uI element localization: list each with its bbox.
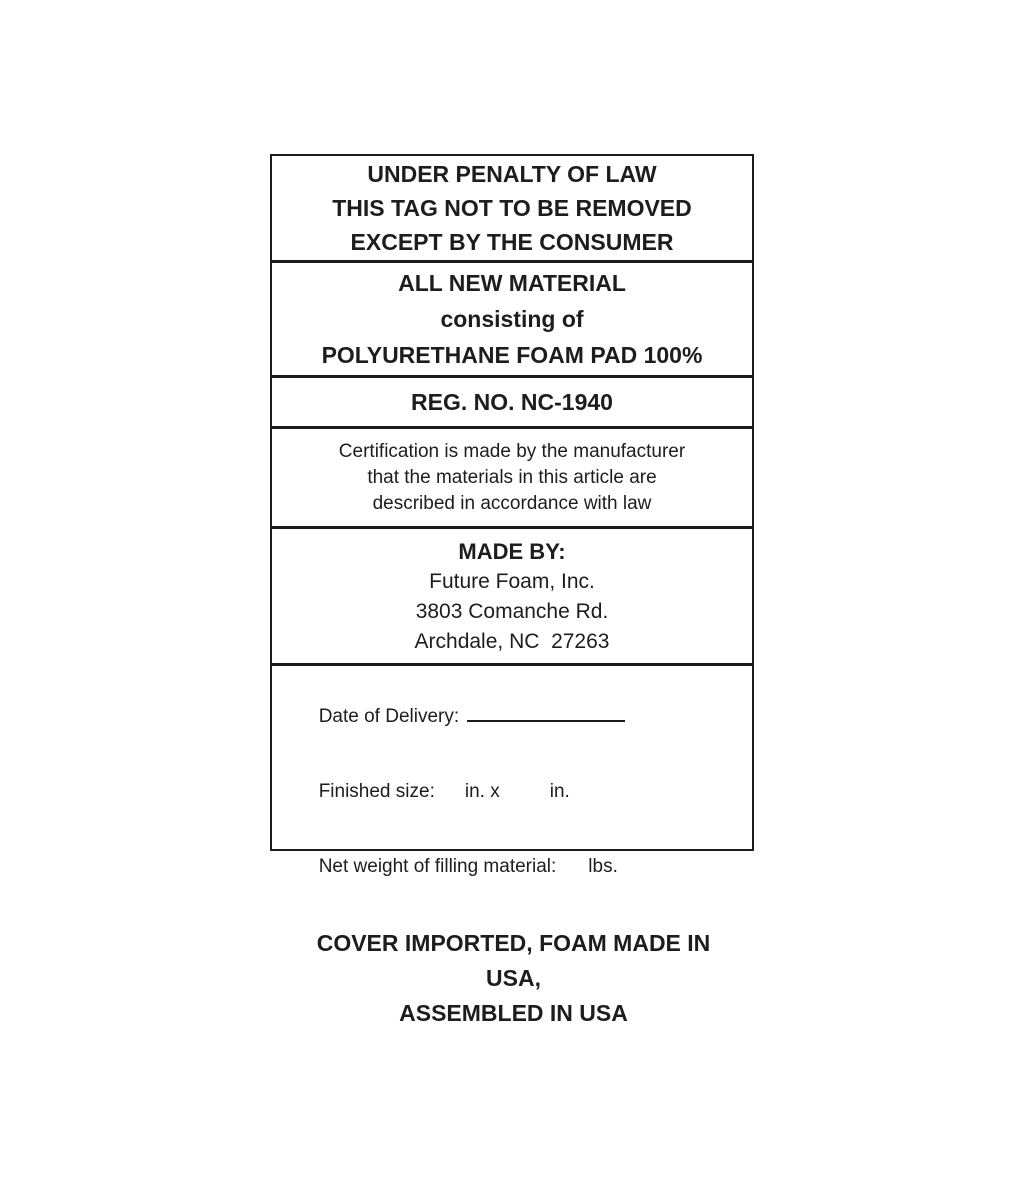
manufacturer-street: 3803 Comanche Rd. xyxy=(415,599,609,623)
penalty-section xyxy=(272,156,752,260)
material-line: POLYURETHANE FOAM PAD 100% xyxy=(321,342,703,368)
penalty-line: UNDER PENALTY OF LAW xyxy=(367,161,657,187)
finished-size-label: Finished size: xyxy=(318,781,435,802)
finished-size-unit: in. x xyxy=(464,781,500,802)
origin-line: COVER IMPORTED, FOAM MADE IN USA, xyxy=(316,930,717,991)
material-line: consisting of xyxy=(440,306,584,332)
details-section xyxy=(272,663,752,1026)
origin-line: ASSEMBLED IN USA xyxy=(399,1000,628,1026)
finished-size-unit: in. xyxy=(549,781,570,802)
net-weight-row xyxy=(287,829,618,904)
manufacturer-city-state-zip: Archdale, NC 27263 xyxy=(414,629,610,653)
certification-section xyxy=(272,426,752,526)
made-by-section xyxy=(272,526,752,663)
registration-number: REG. NO. NC-1940 xyxy=(411,388,613,415)
law-tag-label xyxy=(270,154,754,1026)
manufacturer-name: Future Foam, Inc. xyxy=(429,569,595,593)
date-of-delivery-blank-field xyxy=(467,705,625,722)
penalty-line: THIS TAG NOT TO BE REMOVED xyxy=(332,195,692,221)
certification-line: that the materials in this article are xyxy=(367,466,657,488)
material-section xyxy=(272,260,752,375)
date-of-delivery-row xyxy=(287,679,625,754)
registration-section xyxy=(272,375,752,426)
date-of-delivery-label: Date of Delivery: xyxy=(318,706,460,727)
material-line: ALL NEW MATERIAL xyxy=(398,270,626,296)
finished-size-row xyxy=(287,754,570,829)
certification-line: Certification is made by the manufacturer xyxy=(338,440,686,462)
net-weight-label: Net weight of filling material: xyxy=(318,856,557,877)
penalty-line: EXCEPT BY THE CONSUMER xyxy=(350,229,674,255)
origin-statement xyxy=(287,926,740,1031)
certification-line: described in accordance with law xyxy=(372,492,652,514)
made-by-heading: MADE BY: xyxy=(458,538,566,564)
net-weight-unit: lbs. xyxy=(588,856,618,877)
